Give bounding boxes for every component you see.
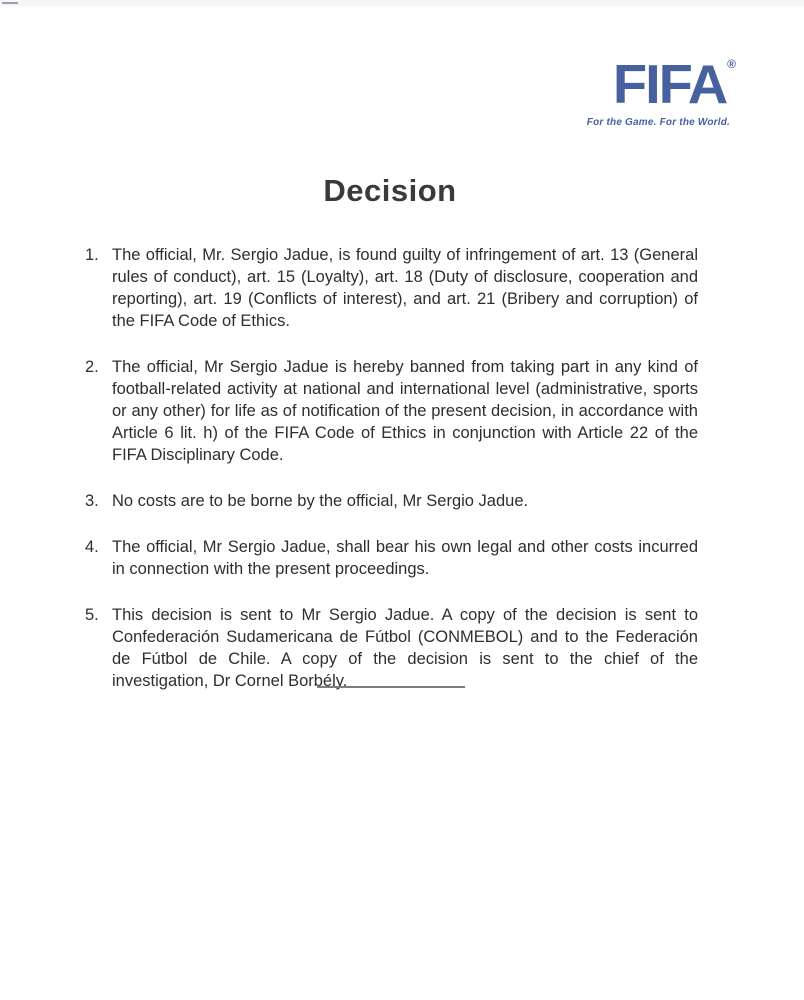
fifa-logo [586, 53, 736, 128]
scan-top-strip [0, 0, 804, 7]
fifa-logo-text: FIFA [612, 53, 727, 115]
item-text: No costs are to be borne by the official, Mr Sergio Jadue. [112, 492, 529, 510]
item-number: 2. [85, 358, 99, 376]
fifa-logo-tagline: For the Game. For the World. [586, 117, 730, 128]
list-item [85, 356, 698, 466]
list-item [85, 490, 698, 512]
item-text: The official, Mr. Sergio Jadue, is found guilty of infringement of art. 13 (General rules of conduct), art. 15 (Loyalty), art. 18 (Duty of disclosure, cooperation and reporting), art. 19 (Conflicts of interest), and art. 21 (Bribery and corruption) of the FIFA Code of Ethics. [112, 246, 698, 330]
item-number: 4. [85, 538, 99, 556]
item-text: This decision is sent to Mr Sergio Jadue. A copy of the decision is sent to Confederación Sudamericana de Fútbol (CONMEBOL) and to the Federación de Fútbol de Chile. A copy of the decision is sent to the chief of the investigation, Dr Cornel Borbély. [112, 606, 698, 690]
signature-line [317, 686, 465, 688]
item-number: 5. [85, 606, 99, 624]
item-number: 3. [85, 492, 99, 510]
scan-artifact-mark [2, 2, 18, 4]
item-text: The official, Mr Sergio Jadue, shall bear his own legal and other costs incurred in connection with the present proceedings. [112, 538, 698, 578]
list-item [85, 604, 698, 692]
list-item [85, 536, 698, 580]
item-number: 1. [85, 246, 99, 264]
item-text: The official, Mr Sergio Jadue is hereby banned from taking part in any kind of football-related activity at national and international level (administrative, sports or any other) for life as of notification of the present decision, in accordance with Article 6 lit. h) of the FIFA Code of Ethics in conjunction with Article 22 of the FIFA Disciplinary Code. [112, 358, 698, 464]
list-item [85, 244, 698, 332]
registered-trademark-icon: ® [727, 57, 736, 71]
page-title: Decision [323, 173, 457, 208]
decision-list [85, 244, 698, 716]
